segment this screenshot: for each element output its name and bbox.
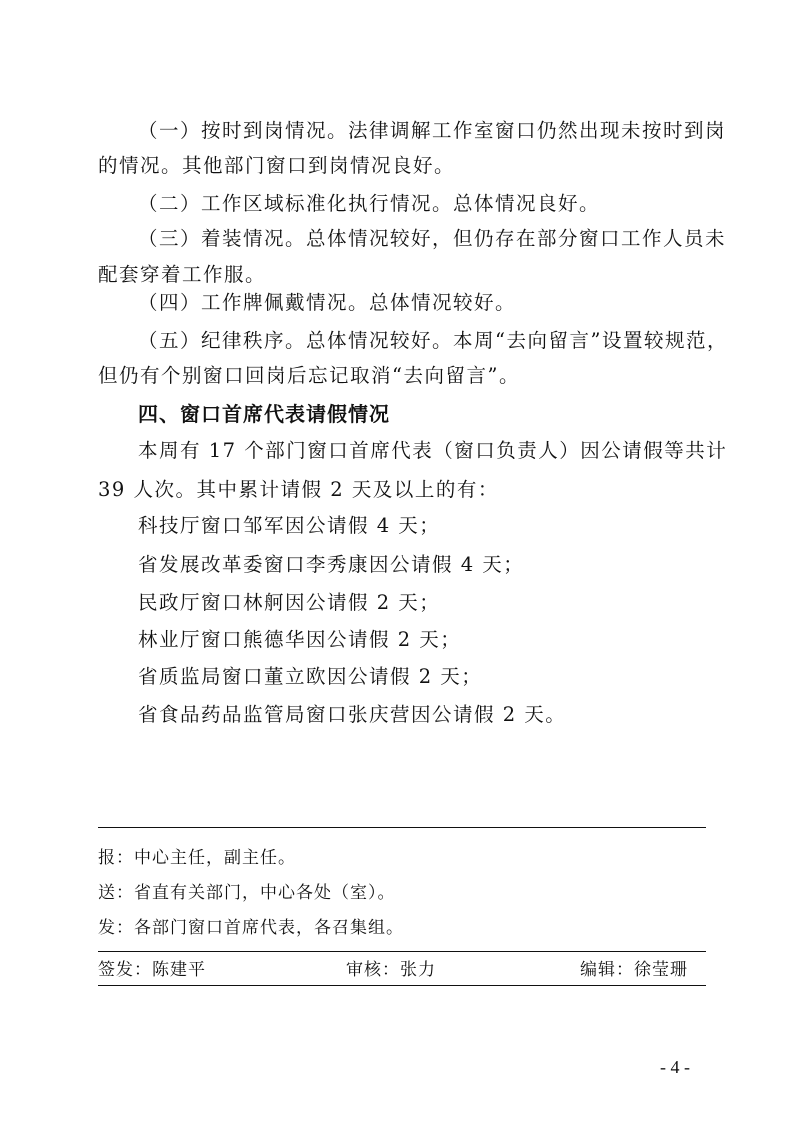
footer-editor: 编辑：徐莹珊 xyxy=(580,960,688,980)
footer-report-line: 报：中心主任，副主任。 xyxy=(98,848,296,868)
paragraph-item-1: （一）按时到岗情况。法律调解工作室窗口仍然出现未按时到岗 xyxy=(138,119,727,142)
leave-list-item: 林业厅窗口熊德华因公请假 2 天； xyxy=(138,628,462,651)
footer-send-line: 送：省直有关部门，中心各处（室）。 xyxy=(98,883,396,903)
section-intro: 本周有 17 个部门窗口首席代表（窗口负责人）因公请假等共计 xyxy=(138,439,728,462)
page-number: - 4 - xyxy=(660,1057,690,1077)
leave-list-item: 省食品药品监管局窗口张庆营因公请假 2 天。 xyxy=(138,703,567,726)
paragraph-item-1-cont: 的情况。其他部门窗口到岗情况良好。 xyxy=(98,154,456,177)
leave-list-item: 科技厅窗口邹军因公请假 4 天； xyxy=(138,514,441,537)
footer-signer: 签发：陈建平 xyxy=(98,960,206,980)
footer-issue-line: 发：各部门窗口首席代表，各召集组。 xyxy=(98,918,404,938)
footer-bottom-divider xyxy=(98,985,706,986)
paragraph-item-2: （二）工作区域标准化执行情况。总体情况良好。 xyxy=(138,192,601,215)
leave-list-item: 省质监局窗口董立欧因公请假 2 天； xyxy=(138,665,483,688)
paragraph-item-4: （四）工作牌佩戴情况。总体情况较好。 xyxy=(138,291,517,314)
section-intro-cont: 39 人次。其中累计请假 2 天及以上的有： xyxy=(98,478,499,501)
paragraph-item-3-cont: 配套穿着工作服。 xyxy=(98,263,267,286)
footer-reviewer: 审核：张力 xyxy=(346,960,436,980)
paragraph-item-3: （三）着装情况。总体情况较好，但仍存在部分窗口工作人员未 xyxy=(138,227,727,250)
paragraph-item-5-cont: 但仍有个别窗口回岗后忘记取消“去向留言”。 xyxy=(98,364,520,387)
paragraph-item-5: （五）纪律秩序。总体情况较好。本周“去向留言”设置较规范， xyxy=(138,329,728,352)
footer-middle-divider xyxy=(98,951,706,952)
footer-top-divider xyxy=(98,827,706,828)
leave-list-item: 民政厅窗口林舸因公请假 2 天； xyxy=(138,591,441,614)
section-heading: 四、窗口首席代表请假情况 xyxy=(138,402,390,426)
leave-list-item: 省发展改革委窗口李秀康因公请假 4 天； xyxy=(138,553,525,576)
